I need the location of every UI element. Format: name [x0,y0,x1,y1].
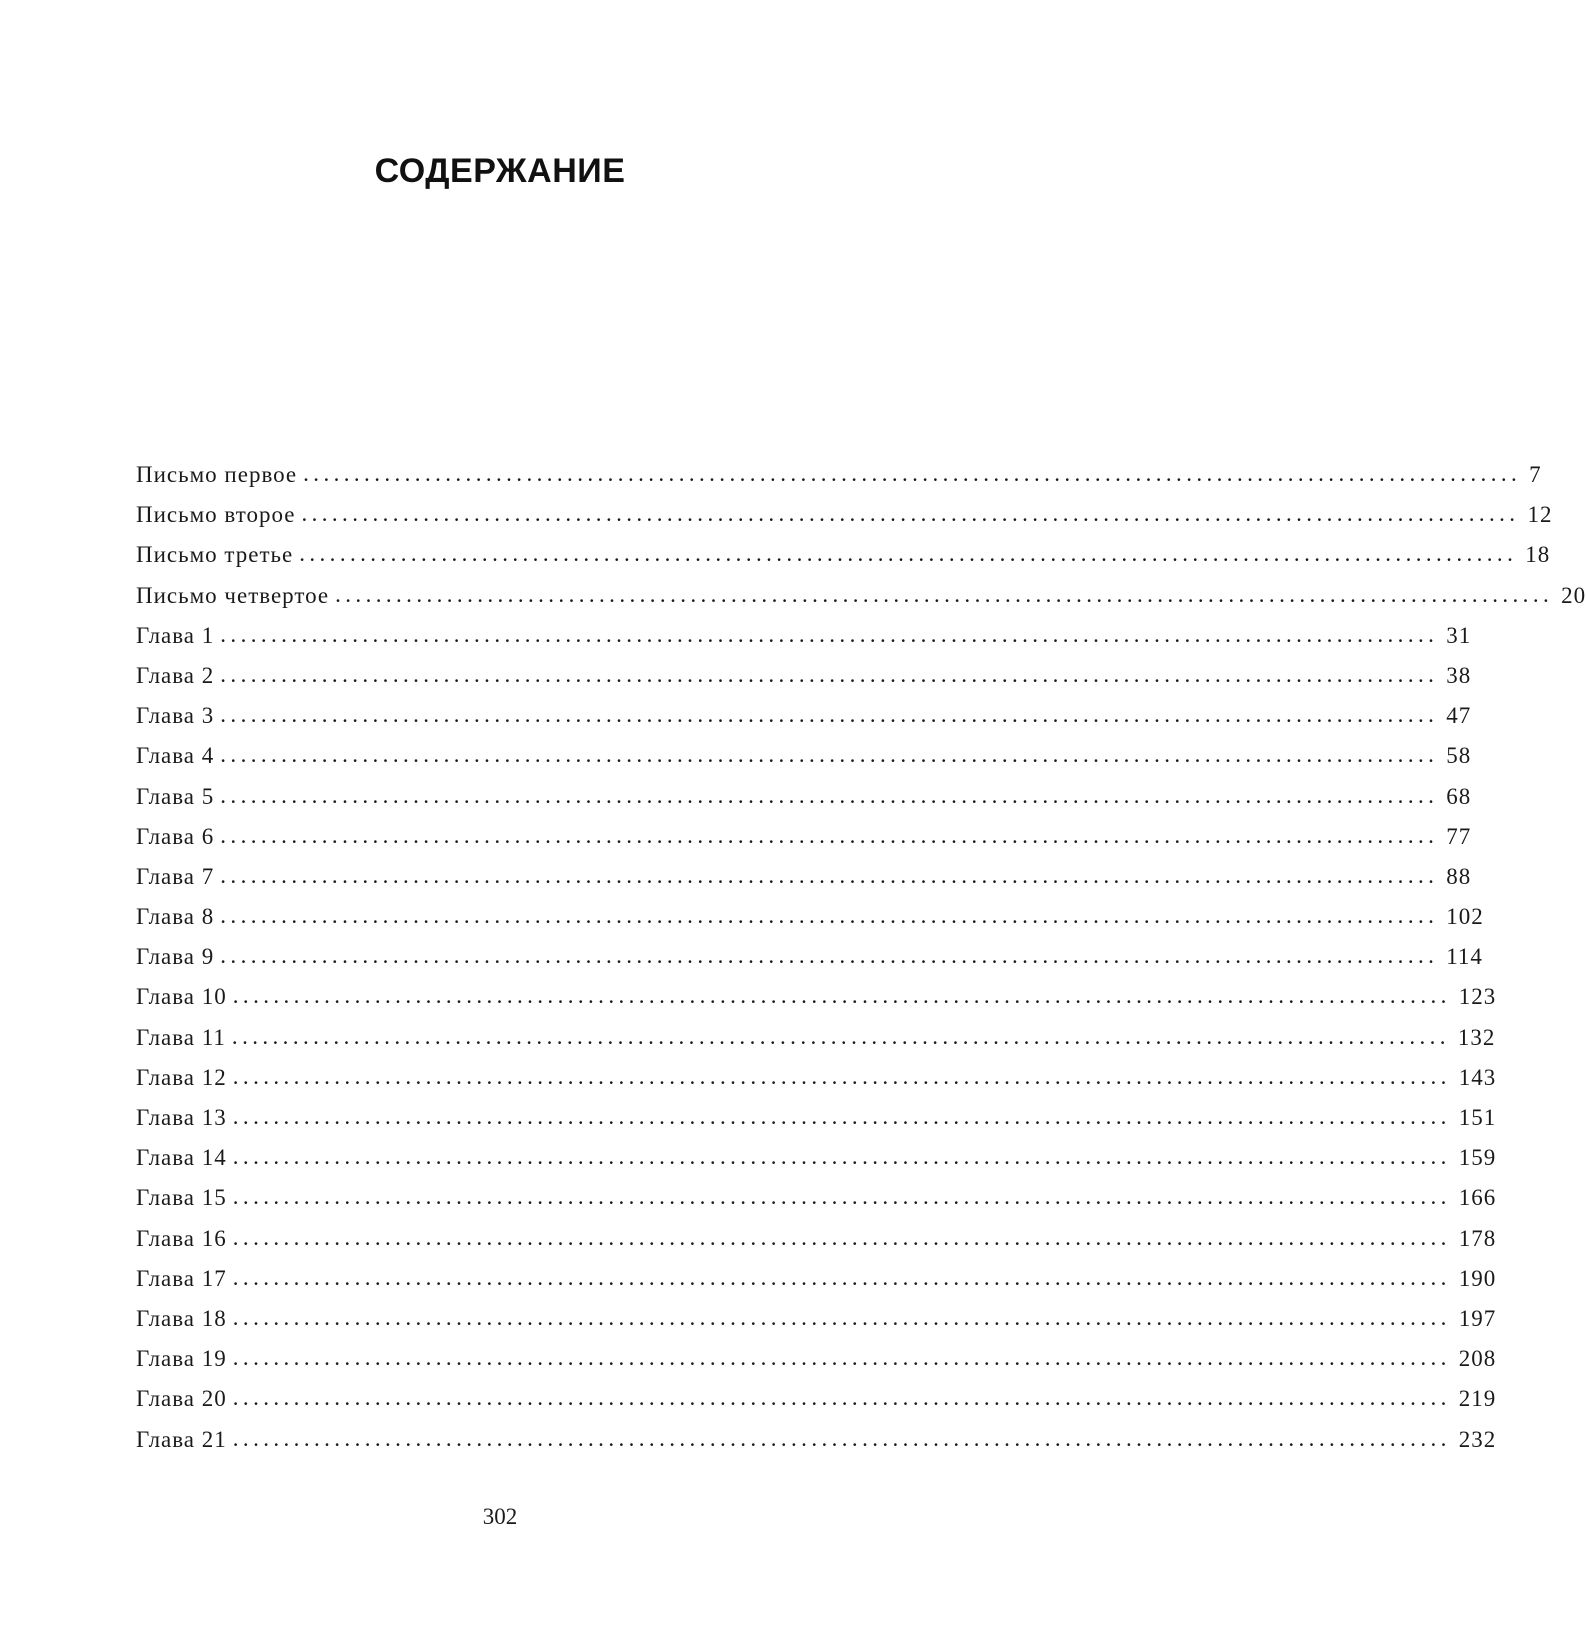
dot-leader: ........................................................................................................................ [220,742,1439,768]
toc-entry [136,501,1553,542]
toc-entry-label: Глава 12 [136,1064,227,1090]
toc-entry [136,1345,1497,1386]
toc-entry-page: 219 [1458,1386,1497,1412]
toc-entry-label: Глава 7 [136,863,215,889]
toc-entry [136,1425,1497,1467]
toc-entry-label: Глава 20 [136,1386,227,1412]
toc-entry-label: Глава 18 [136,1305,227,1331]
toc-entry-page: 20 [1561,582,1586,608]
toc-entry-label: Глава 17 [136,1265,227,1291]
dot-leader: ........................................................................................................................ [220,661,1439,687]
toc-entry-label: Глава 10 [136,984,227,1010]
toc-entry-page: 102 [1446,904,1484,930]
dot-leader: ........................................................................................................................ [220,862,1439,888]
toc-entry-page: 132 [1457,1024,1496,1050]
dot-leader: ........................................................................................................................ [232,1304,1451,1330]
toc-entry-page: 7 [1529,462,1542,487]
dot-leader: ........................................................................................................................ [232,1104,1451,1129]
toc-entry-page: 123 [1458,984,1497,1010]
dot-leader: ........................................................................................................................ [232,1184,1451,1210]
toc-entry [136,1264,1497,1306]
toc-entry-page: 58 [1446,743,1472,769]
toc-entry-page: 232 [1458,1426,1497,1452]
toc-entry-label: Глава 19 [136,1346,227,1372]
toc-entry [136,782,1472,824]
dot-leader: ........................................................................................................................ [232,1345,1451,1371]
toc-entry-page: 166 [1458,1185,1497,1211]
toc-entry-page: 190 [1458,1265,1497,1291]
page-title: СОДЕРЖАНИЕ [374,152,626,190]
toc-entry [136,822,1472,864]
toc-entry-label: Глава 21 [136,1426,227,1452]
toc-entry [136,1023,1496,1065]
dot-leader: ........................................................................................................................ [301,501,1520,527]
dot-leader: ........................................................................................................................ [220,702,1439,728]
dot-leader: ........................................................................................................................ [231,1023,1450,1049]
table-of-contents [136,461,1586,1467]
toc-entry [136,541,1551,582]
dot-leader: ........................................................................................................................ [220,943,1439,969]
dot-leader: ........................................................................................................................ [220,621,1439,647]
toc-entry-page: 68 [1446,783,1472,809]
toc-entry [136,581,1586,623]
toc-entry [136,1144,1497,1185]
toc-entry [136,862,1472,904]
dot-leader: ........................................................................................................................ [220,903,1439,929]
toc-entry-page: 77 [1446,823,1472,849]
dot-leader: ........................................................................................................................ [220,782,1439,808]
toc-entry [136,661,1472,703]
dot-leader: ........................................................................................................................ [232,1224,1451,1250]
dot-leader: ........................................................................................................................ [303,461,1522,486]
dot-leader: ........................................................................................................................ [232,1144,1451,1170]
dot-leader: ........................................................................................................................ [232,1063,1451,1089]
toc-entry-label: Глава 1 [136,622,215,648]
toc-entry-page: 114 [1446,944,1483,970]
toc-entry-page: 143 [1458,1064,1497,1090]
dot-leader: ........................................................................................................................ [232,1385,1451,1411]
toc-entry-label: Глава 5 [136,783,215,809]
dot-leader: ........................................................................................................................ [232,1264,1451,1290]
toc-entry [136,742,1472,783]
toc-entry-label: Письмо третье [136,542,294,568]
toc-entry [136,943,1483,984]
dot-leader: ........................................................................................................................ [299,541,1518,567]
toc-entry-label: Глава 9 [136,944,215,970]
toc-entry-page: 197 [1458,1305,1497,1331]
toc-entry [136,621,1472,663]
toc-entry [136,1184,1497,1225]
toc-entry [136,1304,1497,1346]
toc-entry-label: Глава 3 [136,703,215,729]
toc-entry-label: Глава 2 [136,662,215,688]
toc-entry-page: 208 [1458,1346,1497,1372]
toc-entry [136,1224,1497,1266]
toc-entry-label: Письмо четвертое [136,582,330,608]
toc-entry-label: Глава 16 [136,1225,227,1251]
toc-entry-label: Письмо второе [136,502,296,528]
dot-leader: ........................................................................................................................ [232,983,1451,1009]
toc-entry-label: Письмо первое [136,462,298,487]
toc-entry-label: Глава 14 [136,1145,227,1171]
toc-entry-page: 159 [1458,1145,1497,1171]
toc-entry-label: Глава 4 [136,743,215,769]
toc-entry-page: 178 [1458,1225,1497,1251]
toc-entry-label: Глава 8 [136,904,215,930]
toc-entry-page: 12 [1527,502,1553,528]
toc-entry-label: Глава 13 [136,1105,227,1130]
dot-leader: ........................................................................................................................ [220,822,1439,848]
dot-leader: ........................................................................................................................ [335,581,1554,607]
toc-entry-page: 151 [1458,1105,1497,1130]
page-number: 302 [482,1504,518,1529]
toc-entry [136,983,1497,1024]
toc-entry-page: 38 [1446,662,1472,688]
toc-entry [136,1385,1497,1426]
toc-entry-label: Глава 6 [136,823,215,849]
toc-entry [136,461,1542,502]
toc-entry [136,702,1472,743]
toc-entry [136,903,1484,944]
toc-entry-page: 47 [1446,703,1472,729]
toc-entry-page: 18 [1525,542,1551,568]
toc-entry-page: 31 [1446,622,1472,648]
toc-entry-label: Глава 11 [136,1024,226,1050]
dot-leader: ........................................................................................................................ [232,1425,1451,1451]
toc-entry [136,1104,1497,1145]
toc-entry-page: 88 [1446,863,1472,889]
toc-entry-label: Глава 15 [136,1185,227,1211]
toc-entry [136,1063,1497,1105]
